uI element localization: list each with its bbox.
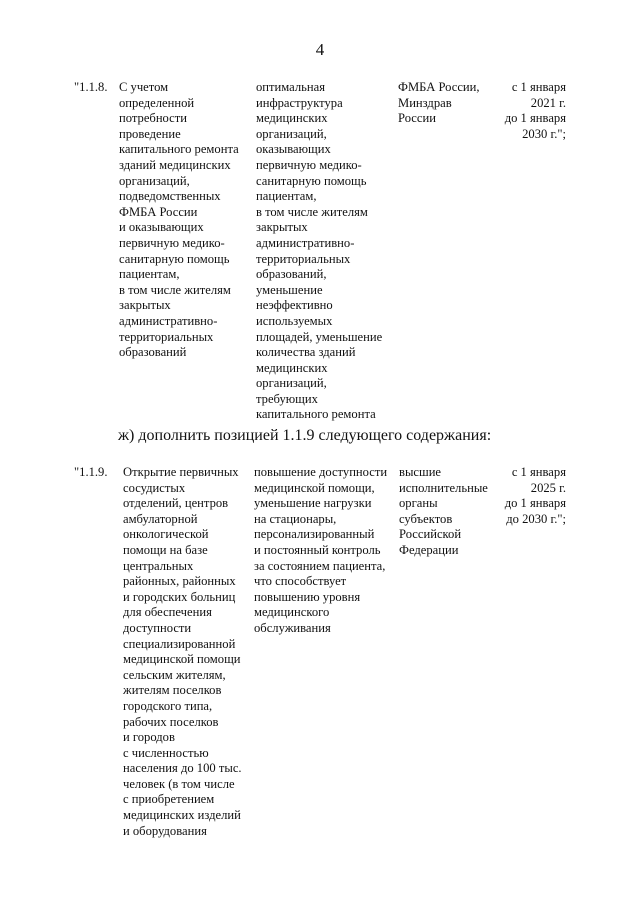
text-line: санитарную помощь (119, 251, 230, 266)
text-line: территориальных (256, 251, 351, 266)
text-line: центральных (123, 558, 194, 573)
text-line: органы (399, 496, 438, 511)
text-line: уменьшение (256, 282, 323, 297)
text-line: сосудистых (123, 480, 186, 495)
text-line: для обеспечения (123, 605, 212, 620)
text-line: повышение доступности (254, 465, 388, 479)
text-line: обслуживания (254, 620, 331, 635)
row-1-1-8-number: "1.1.8. (74, 80, 108, 94)
text-line: персонализированный (254, 527, 375, 542)
text-line: отделений, центров (123, 496, 229, 511)
text-line: рабочих поселков (123, 714, 219, 729)
text-line: до 1 января (504, 496, 566, 511)
text-line: пациентам, (119, 267, 180, 282)
row-1-1-8-result (256, 80, 382, 423)
text-line: медицинского (254, 605, 330, 620)
text-line: и оказывающих (119, 220, 204, 235)
text-line: сельским жителям, (123, 667, 226, 682)
text-line: субъектов (399, 511, 453, 526)
text-line: Российской (399, 527, 462, 542)
text-line: капитального ремонта (256, 407, 376, 422)
text-line: потребности (119, 111, 188, 126)
text-line: до 1 января (504, 111, 566, 126)
text-line: медицинской помощи, (254, 480, 375, 495)
text-line: на стационары, (254, 511, 337, 526)
text-line: образований (119, 345, 187, 360)
text-line: с 1 января (511, 465, 566, 479)
row-1-1-8-event (119, 80, 239, 361)
row-1-1-8-deadline (488, 80, 566, 142)
text-line: организаций, (119, 173, 190, 188)
row-1-1-9-number: "1.1.9. (74, 465, 108, 479)
row-1-1-9-result (254, 465, 387, 637)
text-line: ФМБА России, (398, 80, 480, 94)
text-line: повышению уровня (254, 589, 361, 604)
text-line: организаций, (256, 376, 327, 391)
text-line: капитального ремонта (119, 142, 239, 157)
row-1-1-9-deadline (486, 465, 566, 527)
text-line: городского типа, (123, 698, 213, 713)
text-line: Минздрав (398, 95, 452, 110)
text-line: и городских больниц (123, 589, 236, 604)
text-line: ФМБА России (119, 204, 198, 219)
text-line: количества зданий (256, 345, 356, 360)
text-line: Федерации (399, 542, 459, 557)
text-line: и городов (123, 730, 175, 745)
text-line: медицинской помощи (123, 652, 241, 667)
text-line: высшие (399, 465, 442, 479)
text-line: определенной (119, 95, 195, 110)
text-line: за состоянием пациента, (254, 558, 386, 573)
row-1-1-9-responsible (399, 465, 488, 559)
text-line: территориальных (119, 329, 214, 344)
text-line: зданий медицинских (119, 157, 231, 172)
text-line: человек (в том числе (123, 776, 235, 791)
text-line: санитарную помощь (256, 173, 367, 188)
text-line: медицинских изделий (123, 808, 241, 823)
text-line: что способствует (254, 574, 347, 589)
text-line: неэффективно (256, 298, 333, 313)
text-line: с численностью (123, 745, 209, 760)
text-line: амбулаторной (123, 511, 198, 526)
text-line: районных, районных (123, 574, 236, 589)
text-line: России (398, 111, 436, 126)
text-line: оказывающих (256, 142, 331, 157)
text-line: онкологической (123, 527, 209, 542)
text-line: оптимальная (256, 80, 326, 94)
text-line: подведомственных (119, 189, 221, 204)
text-line: 2021 г. (530, 95, 566, 110)
text-line: жителям поселков (123, 683, 222, 698)
text-line: уменьшение нагрузки (254, 496, 372, 511)
text-line: организаций, (256, 126, 327, 141)
text-line: медицинских (256, 360, 328, 375)
text-line: первичную медико- (256, 157, 362, 172)
text-line: административно- (256, 235, 355, 250)
text-line: закрытых (256, 220, 308, 235)
row-1-1-8-responsible (398, 80, 480, 127)
page-number: 4 (315, 40, 325, 59)
text-line: требующих (256, 391, 318, 406)
text-line: и оборудования (123, 823, 207, 838)
section-heading: ж) дополнить позицией 1.1.9 следующего содержания: (118, 427, 492, 444)
text-line: доступности (123, 620, 192, 635)
text-line: 2030 г."; (522, 126, 566, 141)
text-line: С учетом (119, 80, 169, 94)
text-line: с 1 января (511, 80, 566, 94)
text-line: административно- (119, 313, 218, 328)
text-line: в том числе жителям (256, 204, 368, 219)
text-line: используемых (256, 313, 333, 328)
text-line: проведение (119, 126, 181, 141)
text-line: площадей, уменьшение (256, 329, 383, 344)
text-line: исполнительные (399, 480, 488, 495)
text-line: инфраструктура (256, 95, 343, 110)
text-line: первичную медико- (119, 235, 225, 250)
text-line: с приобретением (123, 792, 215, 807)
text-line: образований, (256, 267, 327, 282)
text-line: 2025 г. (530, 480, 566, 495)
text-line: в том числе жителям (119, 282, 231, 297)
text-line: и постоянный контроль (254, 542, 381, 557)
row-1-1-9-event (123, 465, 242, 839)
text-line: населения до 100 тыс. (123, 761, 242, 776)
text-line: Открытие первичных (123, 465, 239, 479)
text-line: закрытых (119, 298, 171, 313)
text-line: специализированной (123, 636, 236, 651)
text-line: помощи на базе (123, 542, 208, 557)
text-line: медицинских (256, 111, 328, 126)
text-line: до 2030 г."; (506, 511, 566, 526)
text-line: пациентам, (256, 189, 317, 204)
